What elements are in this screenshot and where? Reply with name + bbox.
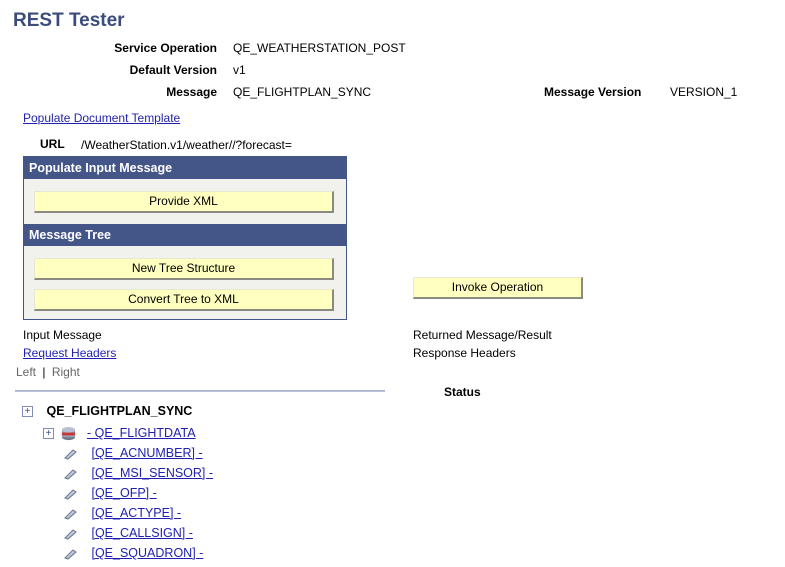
tree-field-link[interactable]: [QE_ACNUMBER] - <box>91 446 203 460</box>
left-link[interactable]: Left <box>16 365 37 379</box>
populate-input-message-header: Populate Input Message <box>24 157 346 179</box>
invoke-operation-button[interactable]: Invoke Operation <box>413 277 583 299</box>
tree-record-link[interactable]: - QE_FLIGHTDATA <box>86 426 196 440</box>
message-version-value: VERSION_1 <box>670 85 738 99</box>
response-headers-label: Response Headers <box>413 346 516 360</box>
message-tree-body <box>24 246 346 319</box>
tree-record <box>43 424 196 442</box>
tree-field-link[interactable]: [QE_CALLSIGN] - <box>91 526 193 540</box>
message-label: Message <box>166 85 217 99</box>
convert-tree-to-xml-button[interactable]: Convert Tree to XML <box>34 289 334 311</box>
field-icon <box>64 488 78 500</box>
tree-field <box>64 444 203 462</box>
left-right-toggle <box>16 365 80 379</box>
tree-field-link[interactable]: [QE_MSI_SENSOR] - <box>91 466 214 480</box>
field-icon <box>64 468 78 480</box>
tree-root-label: QE_FLIGHTPLAN_SYNC <box>46 404 193 418</box>
input-message-panel <box>23 156 347 320</box>
message-version-label: Message Version <box>544 85 642 99</box>
request-headers-link[interactable]: Request Headers <box>23 346 117 360</box>
input-message-label: Input Message <box>23 328 102 342</box>
tree-field <box>64 464 213 482</box>
expand-root-icon[interactable]: + <box>22 406 33 417</box>
tree-field <box>64 484 157 502</box>
divider <box>15 390 385 392</box>
service-operation-label: Service Operation <box>114 41 217 55</box>
tree-field <box>64 544 203 562</box>
tree-field-link[interactable]: [QE_SQUADRON] - <box>91 546 204 560</box>
tree-field <box>64 504 181 522</box>
message-tree-header: Message Tree <box>24 224 346 246</box>
status-label: Status <box>444 385 481 399</box>
tree-field <box>64 524 193 542</box>
field-icon <box>64 528 78 540</box>
tree-field-link[interactable]: [QE_ACTYPE] - <box>91 506 182 520</box>
populate-document-template-link[interactable]: Populate Document Template <box>23 111 181 125</box>
page-title: REST Tester <box>13 10 125 31</box>
populate-input-body <box>24 179 346 223</box>
tree-root <box>22 402 192 420</box>
url-value: /WeatherStation.v1/weather//?forecast= <box>81 138 292 152</box>
new-tree-structure-button[interactable]: New Tree Structure <box>34 258 334 280</box>
service-operation-value: QE_WEATHERSTATION_POST <box>233 41 406 55</box>
tree-field-link[interactable]: [QE_OFP] - <box>91 486 157 500</box>
field-icon <box>64 508 78 520</box>
database-record-icon <box>61 426 76 441</box>
expand-record-icon[interactable]: + <box>43 428 54 439</box>
separator: | <box>42 365 46 379</box>
default-version-value: v1 <box>233 63 246 77</box>
default-version-label: Default Version <box>129 63 217 77</box>
url-label: URL <box>40 137 65 151</box>
returned-message-label: Returned Message/Result <box>413 328 552 342</box>
provide-xml-button[interactable]: Provide XML <box>34 191 334 213</box>
message-value: QE_FLIGHTPLAN_SYNC <box>233 85 372 99</box>
field-icon <box>64 448 78 460</box>
right-link[interactable]: Right <box>51 365 80 379</box>
field-icon <box>64 548 78 560</box>
